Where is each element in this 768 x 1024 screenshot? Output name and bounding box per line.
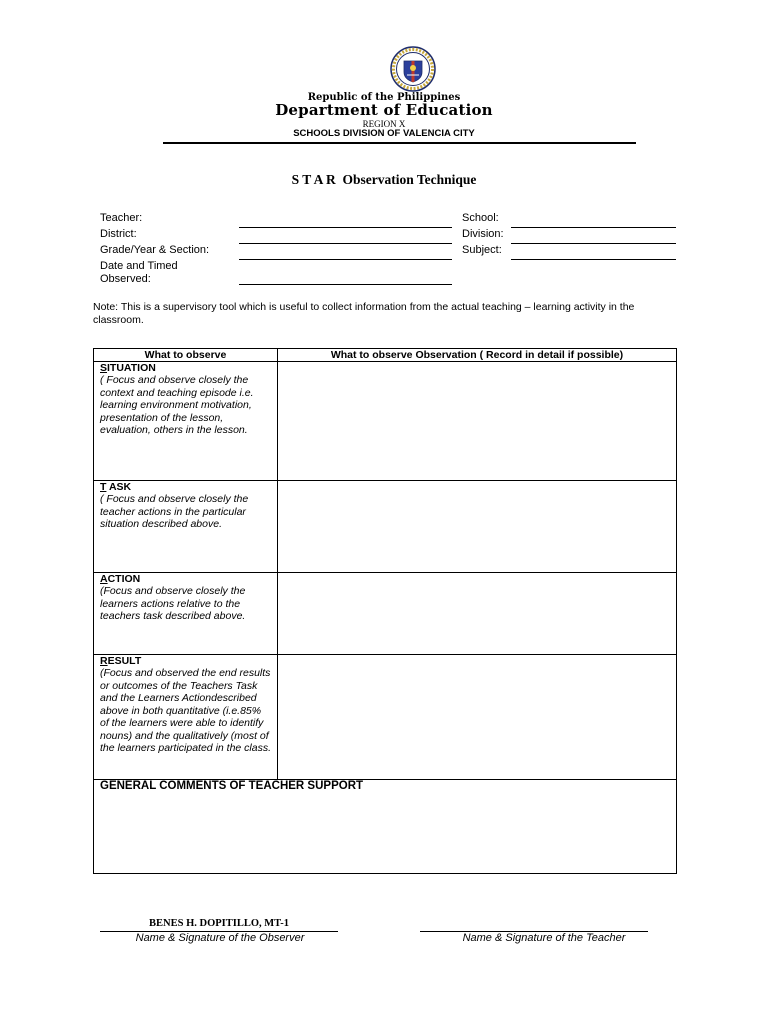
observation-cell-action[interactable] (278, 573, 677, 655)
row-prompt-action (94, 573, 278, 655)
school-label: School: (462, 212, 499, 224)
date-timed-label: Date and Timed Observed: (100, 260, 178, 285)
table-row-task (94, 481, 677, 573)
form-title: S T A R Observation Technique (291, 172, 477, 187)
republic-heading: Republic of the Philippines (307, 92, 461, 103)
observation-table (93, 348, 677, 874)
row-prompt-task (94, 481, 278, 573)
general-comments-label: GENERAL COMMENTS OF TEACHER SUPPORT (100, 780, 364, 792)
general-comments-cell[interactable] (94, 780, 677, 874)
subject-label: Subject: (462, 244, 502, 256)
row-title-situation: SITUATION (100, 362, 156, 374)
column-header-observation: What to observe Observation ( Record in detail if possible) (278, 349, 677, 362)
row-title-task: T ASK (100, 481, 132, 493)
row-title-result: RESULT (100, 655, 142, 667)
teacher-caption: Name & Signature of the Teacher (462, 932, 626, 944)
district-label: District: (100, 228, 137, 240)
table-row-general-comments (94, 780, 677, 874)
subject-field[interactable] (511, 259, 676, 260)
observer-name: BENES H. DOPITILLO, MT-1 (149, 918, 289, 929)
observation-cell-result[interactable] (278, 655, 677, 780)
row-description-task: ( Focus and observe closely the teacher actions in the particular situation described above. (100, 493, 249, 530)
region-heading: REGION X (362, 119, 406, 129)
row-prompt-result (94, 655, 278, 780)
district-field[interactable] (239, 243, 452, 244)
row-title-action: ACTION (100, 573, 141, 585)
school-field[interactable] (511, 227, 676, 228)
table-row-action (94, 573, 677, 655)
row-description-result: (Focus and observed the end results or outcomes of the Teachers Task and the Learners Actiondescribed above in both quantitative (i.e.85% of the learners were able to identify nouns) and the qualitatively (most of the learners participated in the class. (100, 667, 272, 754)
note-text: Note: This is a supervisory tool which is useful to collect information from the actual teaching – learning activity in the classroom. (93, 301, 635, 326)
teacher-field[interactable] (239, 227, 452, 228)
table-row-result (94, 655, 677, 780)
row-description-action: (Focus and observe closely the learners actions relative to the teachers task described above. (100, 585, 246, 622)
observer-caption: Name & Signature of the Observer (135, 932, 305, 944)
grade-section-field[interactable] (239, 259, 452, 260)
date-timed-field[interactable] (239, 284, 452, 285)
row-prompt-situation (94, 362, 278, 481)
deped-seal-logo (390, 46, 436, 92)
observation-cell-situation[interactable] (278, 362, 677, 481)
division-label: Division: (462, 228, 504, 240)
header-divider (163, 142, 636, 144)
column-header-what-to-observe: What to observe (94, 349, 278, 362)
teacher-label: Teacher: (100, 212, 143, 224)
table-row-situation (94, 362, 677, 481)
division-heading: SCHOOLS DIVISION OF VALENCIA CITY (293, 128, 475, 139)
grade-section-label: Grade/Year & Section: (100, 244, 210, 256)
division-field[interactable] (511, 243, 676, 244)
observation-cell-task[interactable] (278, 481, 677, 573)
row-description-situation: ( Focus and observe closely the context and teaching episode i.e. learning environment motivation, presentation of the lesson, evaluation, others in the lesson. (100, 374, 254, 436)
department-heading: Department of Education (275, 101, 493, 119)
